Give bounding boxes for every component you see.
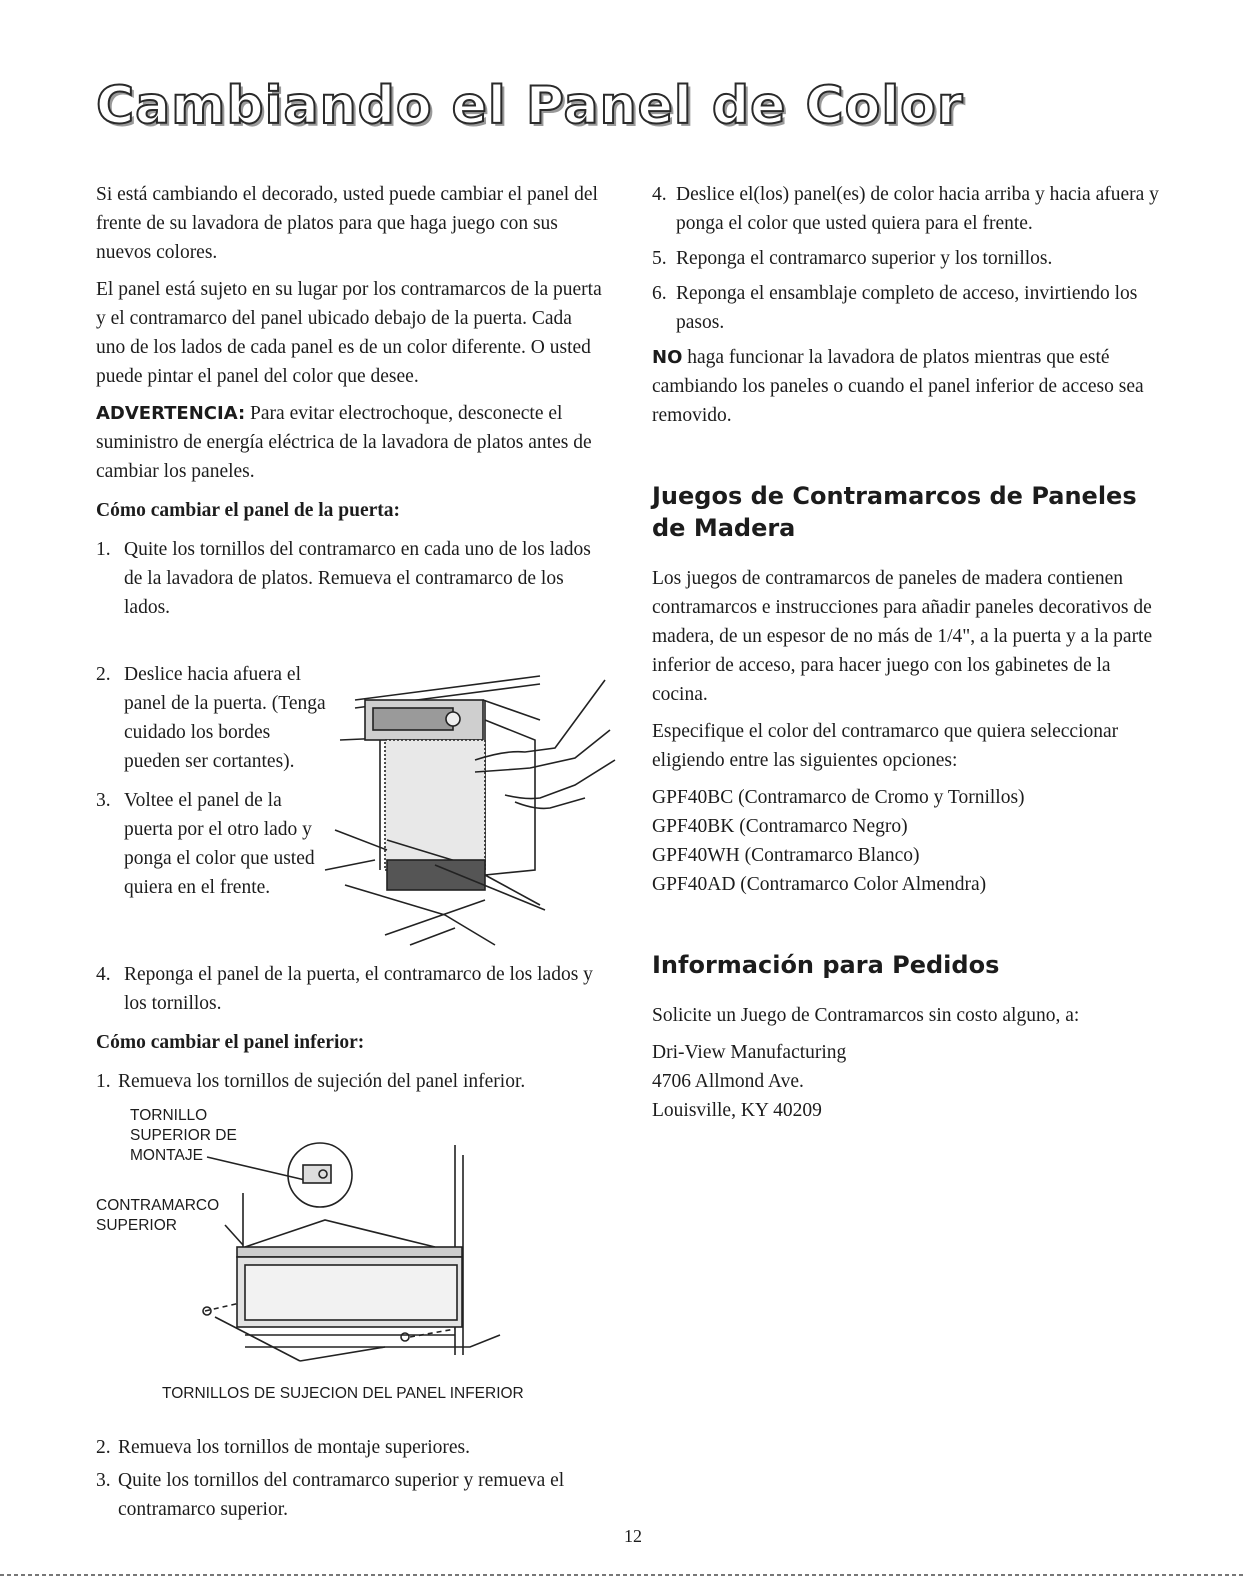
address-line: 4706 Allmond Ave. (652, 1071, 804, 1092)
address-line: Louisville, KY 40209 (652, 1100, 822, 1121)
figure-caption: TORNILLOS DE SUJECION DEL PANEL INFERIOR (162, 1385, 524, 1402)
right-step-5: 5. Reponga el contramarco superior y los tornillos. (652, 248, 1053, 269)
door-panel-illustration (325, 660, 615, 960)
ordering-paragraph: Solicite un Juego de Contramarcos sin costo alguno, a: (652, 1005, 1080, 1026)
lower-step-1: 1. Remueva los tornillos de sujeción del panel inferior. (96, 1071, 526, 1092)
page-number: 12 (624, 1526, 642, 1546)
option-item: GPF40BK (Contramarco Negro) (652, 816, 908, 837)
label-top-mounting-screw: TORNILLO SUPERIOR DE MONTAJE (130, 1107, 237, 1164)
warning-label: ADVERTENCIA: (96, 403, 246, 424)
right-step-4: 4. Deslice el(los) panel(es) de color hacia arriba y hacia afuera y ponga el color que usted quiera para el frente. (652, 184, 1159, 234)
lower-panel-heading: Cómo cambiar el panel inferior: (96, 1032, 365, 1053)
no-warning-paragraph: NO haga funcionar la lavadora de platos mientras que esté cambiando los paneles o cuando el panel inferior de acceso sea removido. (652, 347, 1144, 426)
intro-paragraph-2: El panel está sujeto en su lugar por los contramarcos de la puerta y el contramarco del panel ubicado debajo de la puerta. Cada uno de los lados de cada panel es de un color diferente. O usted puede pintar el panel del color que desee. (96, 279, 602, 387)
right-step-6: 6. Reponga el ensamblaje completo de acceso, invirtiendo los pasos. (652, 283, 1138, 333)
address-block (652, 1038, 1167, 1125)
options-list (652, 783, 1167, 899)
ordering-heading: Información para Pedidos (652, 951, 1000, 979)
page-title: Cambiando el Panel de Color (96, 76, 964, 136)
door-step-3: 3. Voltee el panel de la puerta por el otro lado y ponga el color que usted quiera en el frente. (96, 790, 315, 898)
door-step-4: 4. Reponga el panel de la puerta, el contramarco de los lados y los tornillos. (96, 964, 593, 1014)
lower-panel-illustration (195, 1125, 515, 1375)
address-line: Dri-View Manufacturing (652, 1042, 847, 1063)
intro-paragraph-1: Si está cambiando el decorado, usted puede cambiar el panel del frente de su lavadora de platos para que haga juego con sus nuevos colores. (96, 184, 598, 263)
door-panel-heading: Cómo cambiar el panel de la puerta: (96, 500, 401, 521)
lower-step-3: 3. Quite los tornillos del contramarco superior y remueva el contramarco superior. (96, 1470, 565, 1520)
label-upper-frame: CONTRAMARCO SUPERIOR (96, 1197, 220, 1234)
door-step-1: 1. Quite los tornillos del contramarco en cada uno de los lados de la lavadora de platos. Remueva el contramarco de los lados. (96, 539, 591, 618)
warning-paragraph (96, 399, 606, 486)
right-column (652, 180, 1167, 1125)
wood-kits-heading: Juegos de Contramarcos de Paneles de Madera (652, 482, 1137, 542)
left-column-top (96, 180, 606, 628)
wood-kits-paragraph-1: Los juegos de contramarcos de paneles de madera contienen contramarcos e instrucciones para añadir paneles decorativos de madera, de un espesor de no más de 1/4", a la puerta y a la parte inferior de acceso, para hacer juego con los gabinetes de la cocina. (652, 568, 1153, 705)
wood-kits-paragraph-2: Especifique el color del contramarco que quiera seleccionar eligiendo entre las siguientes opciones: (652, 721, 1119, 771)
no-label: NO (652, 347, 683, 368)
option-item: GPF40AD (Contramarco Color Almendra) (652, 874, 987, 895)
door-steps-narrow (96, 660, 326, 908)
option-item: GPF40WH (Contramarco Blanco) (652, 845, 920, 866)
bottom-rule (0, 1574, 1245, 1576)
left-column-bottom (96, 1433, 606, 1530)
left-column-mid (96, 960, 606, 1102)
door-step-2: 2. Deslice hacia afuera el panel de la puerta. (Tenga cuidado los bordes pueden ser cortantes). (96, 664, 326, 772)
option-item: GPF40BC (Contramarco de Cromo y Tornillos) (652, 787, 1025, 808)
warning-text: Para evitar electrochoque, desconecte el suministro de energía eléctrica de la lavadora de platos antes de cambiar los paneles. (96, 403, 592, 482)
lower-step-2: 2. Remueva los tornillos de montaje superiores. (96, 1437, 471, 1458)
